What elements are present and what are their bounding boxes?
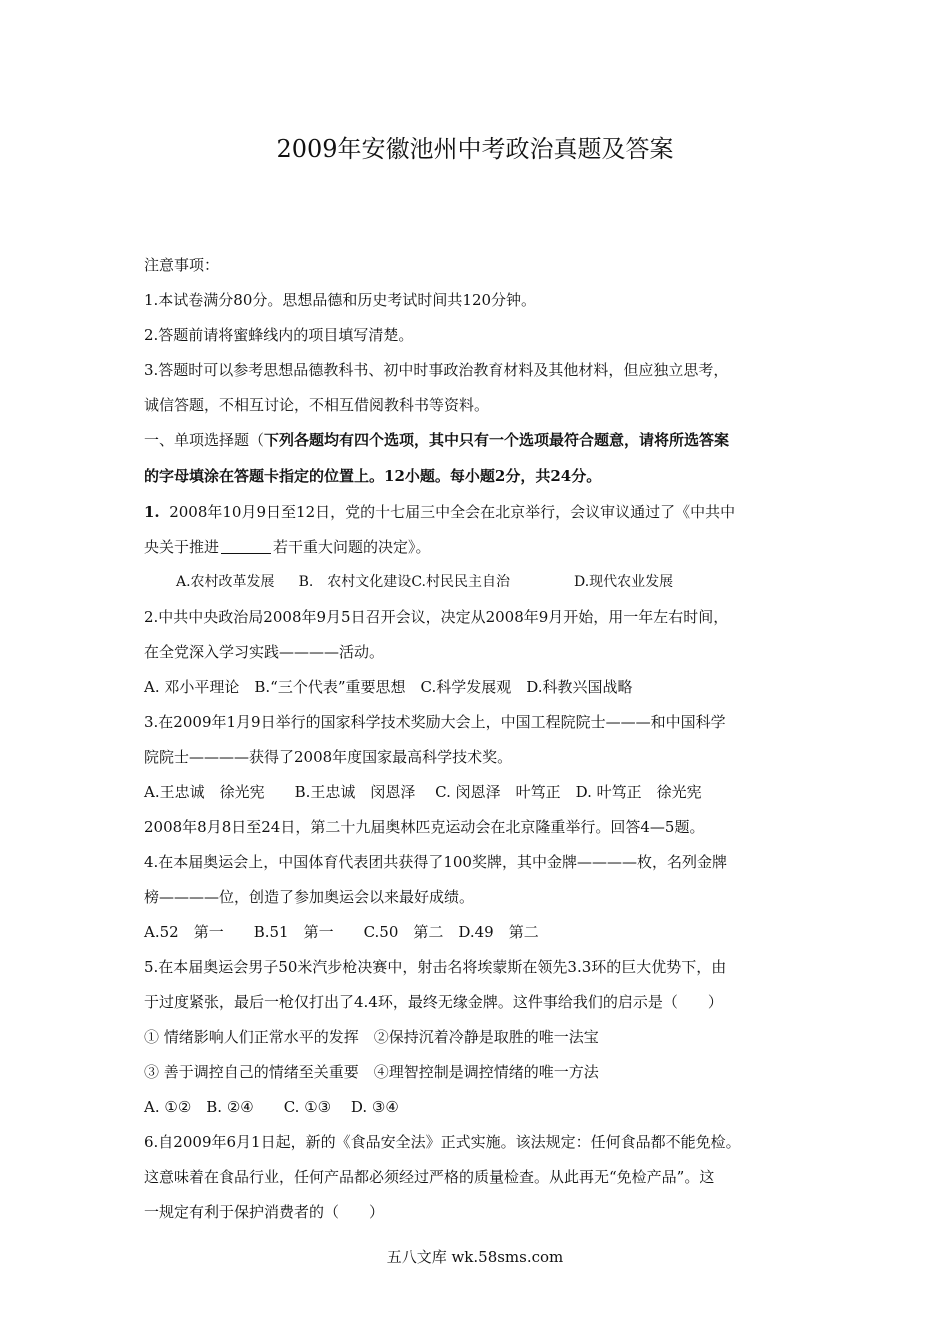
olympics-intro: 2008年8月8日至24日，第二十九届奥林匹克运动会在北京隆重举行。回答4—5题。 xyxy=(144,818,705,836)
q1-option-c: C.村民民主自治 xyxy=(411,574,510,590)
question-1-text-after: 若干重大问题的决定》。 xyxy=(273,538,431,556)
question-6-line-3: 一规定有利于保护消费者的（ ） xyxy=(144,1203,385,1221)
section-instruction-1: 下列各题均有四个选项，其中只有一个选项最符合题意，请将所选答案 xyxy=(264,431,730,449)
section-instruction-2: 的字母填涂在答题卡指定的位置上。12小题。每小题2分，共24分。 xyxy=(144,467,602,485)
question-4-options: A.52 第一 B.51 第一 C.50 第二 D.49 第二 xyxy=(144,923,539,941)
note-item-1: 1.本试卷满分80分。思想品德和历史考试时间共120分钟。 xyxy=(144,291,537,309)
note-item-3-cont: 诚信答题，不相互讨论，不相互借阅教科书等资料。 xyxy=(144,396,490,414)
question-1-text-before: 央关于推进 xyxy=(144,538,220,556)
document-body xyxy=(144,248,824,1230)
question-5-line-2: 于过度紧张，最后一枪仅打出了4.4环，最终无缘金牌。这件事给我们的启示是（ ） xyxy=(144,993,723,1011)
page-footer: 五八文库 wk.58sms.com xyxy=(386,1248,564,1266)
question-3-line-1: 3.在2009年1月9日举行的国家科学技术奖励大会上，中国工程院院士———和中国科学 xyxy=(144,713,726,731)
question-4-line-1: 4.在本届奥运会上，中国体育代表团共获得了100奖牌，其中金牌————枚，名列金牌 xyxy=(144,853,727,871)
q1-option-b: B. 农村文化建设 xyxy=(298,574,412,590)
q1-option-d: D.现代农业发展 xyxy=(573,574,674,590)
question-2-line-1: 2.中共中央政治局2008年9月5日召开会议，决定从2008年9月开始，用一年左右时间， xyxy=(144,608,729,626)
question-1-line-2 xyxy=(144,530,824,565)
q1-option-a: A.农村改革发展 xyxy=(176,574,275,590)
page-title: 2009年安徽池州中考政治真题及答案 xyxy=(276,135,674,163)
question-5-statement-2: ③ 善于调控自己的情绪至关重要 ④理智控制是调控情绪的唯一方法 xyxy=(144,1063,599,1081)
question-1-number: 1. xyxy=(144,503,160,521)
question-2-line-2: 在全党深入学习实践————活动。 xyxy=(144,643,385,661)
notes-heading: 注意事项： xyxy=(144,256,220,274)
note-item-3: 3.答题时可以参考思想品德教科书、初中时事政治教育材料及其他材料，但应独立思考， xyxy=(144,361,729,379)
answer-blank xyxy=(221,535,271,554)
question-4-line-2: 榜————位，创造了参加奥运会以来最好成绩。 xyxy=(144,888,475,906)
question-1-line-1 xyxy=(144,495,824,530)
note-item-2: 2.答题前请将蜜蜂线内的项目填写清楚。 xyxy=(144,326,414,344)
question-5-statement-1: ① 情绪影响人们正常水平的发挥 ②保持沉着冷静是取胜的唯一法宝 xyxy=(144,1028,599,1046)
question-2-options: A. 邓小平理论 B.“三个代表”重要思想 C.科学发展观 D.科教兴国战略 xyxy=(144,678,633,696)
section-prefix: 一、单项选择题（ xyxy=(144,431,265,449)
question-1-options xyxy=(144,565,824,600)
question-3-line-2: 院院士————获得了2008年度国家最高科学技术奖。 xyxy=(144,748,513,766)
question-6-line-1: 6.自2009年6月1日起，新的《食品安全法》正式实施。该法规定：任何食品都不能免检。 xyxy=(144,1133,741,1151)
section-heading xyxy=(144,423,824,458)
question-1-text: 2008年10月9日至12日，党的十七届三中全会在北京举行，会议审议通过了《中共中 xyxy=(169,503,736,521)
question-6-line-2: 这意味着在食品行业，任何产品都必须经过严格的质量检查。从此再无“免检产品”。这 xyxy=(144,1168,715,1186)
question-5-options: A. ①② B. ②④ C. ①③ D. ③④ xyxy=(144,1098,399,1116)
question-3-options: A.王忠诚 徐光宪 B.王忠诚 闵恩泽 C. 闵恩泽 叶笃正 D. 叶笃正 徐光宪 xyxy=(144,783,702,801)
question-5-line-1: 5.在本届奥运会男子50米汽步枪决赛中，射击名将埃蒙斯在领先3.3环的巨大优势下，由 xyxy=(144,958,727,976)
